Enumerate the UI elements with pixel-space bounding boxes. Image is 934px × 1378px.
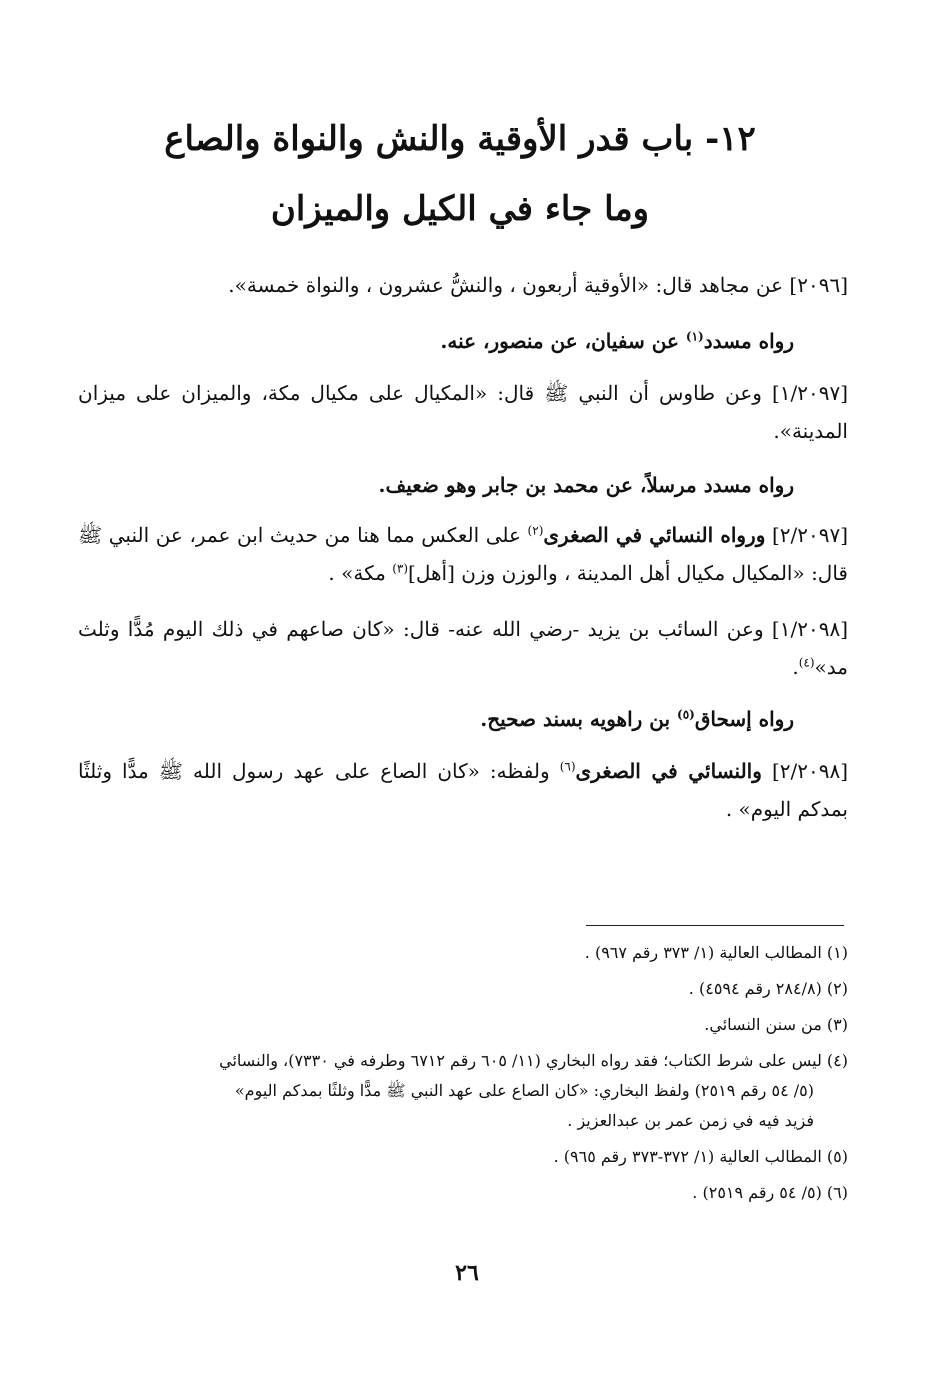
hadith-entry: [78, 266, 848, 304]
hadith-text: ولفظه: «كان الصاع على عهد رسول الله ﷺ مدًّا وثلثًا بمدكم اليوم» .: [78, 759, 848, 821]
narration-text: رواه إسحاق: [694, 707, 794, 731]
hadith-entry: [78, 374, 848, 450]
footnote-number: (٢): [826, 979, 848, 998]
footnote-ref: (١): [685, 329, 704, 344]
hadith-text: وعن طاوس أن النبي ﷺ قال: «المكيال على مكيال مكة، والميزان على ميزان المدينة».: [78, 381, 848, 443]
footnote-separator: [586, 925, 844, 926]
footnote-number: (٤): [826, 1051, 848, 1070]
footnote-continuation: (٥/ ٥٤ رقم ٢٥١٩) ولفظ البخاري: «كان الصاع على عهد النبي ﷺ مدًّا وثلثًا بمدكم اليوم»: [234, 1081, 814, 1100]
chapter-title: ١٢- باب قدر الأوقية والنش والنواة والصاع: [164, 119, 756, 159]
narration-text: بن راهويه بسند صحيح.: [480, 707, 671, 731]
hadith-text: عن مجاهد قال: «الأوقية أربعون ، والنشُّ عشرون ، والنواة خمسة».: [228, 273, 784, 297]
hadith-entry: [78, 610, 848, 686]
footnote-text: المطالب العالية (١/ ٣٧٣ رقم ٩٦٧) .: [584, 943, 822, 962]
hadith-number: [١/٢٠٩٨]: [771, 617, 848, 641]
footnote-text: (٢٨٤/٨ رقم ٤٥٩٤) .: [688, 979, 822, 998]
source-name: والنسائي في الصغرى: [575, 759, 762, 783]
chapter-subtitle: وما جاء في الكيل والميزان: [270, 189, 650, 229]
footnote-ref: (٤): [798, 655, 815, 670]
hadith-text: وعن السائب بن يزيد -رضي الله عنه- قال: «كان صاعهم في ذلك اليوم مُدًّا وثلث مد»: [78, 617, 848, 679]
footnote-text: ليس على شرط الكتاب؛ فقد رواه البخاري (١١/ ٦٠٥ رقم ٦٧١٢ وطرفه في ٧٣٣٠)، والنسائي: [219, 1051, 822, 1070]
footnote: [78, 940, 848, 966]
footnote-text: المطالب العالية (١/ ٣٧٢-٣٧٣ رقم ٩٦٥) .: [553, 1147, 822, 1166]
footnote: [78, 1048, 848, 1074]
hadith-text: على العكس مما هنا من حديث ابن عمر، عن النبي ﷺ قال: «المكيال مكيال أهل المدينة ، والوزن وزن [أهل]: [78, 523, 848, 585]
hadith-number: [٢٠٩٦]: [789, 273, 848, 297]
footnote-ref: (٢): [527, 523, 544, 538]
narration-note: [78, 700, 848, 738]
footnote-number: (٦): [826, 1183, 848, 1202]
source-name: ورواه النسائي في الصغرى: [543, 523, 766, 547]
footnote: [78, 1180, 848, 1206]
page-number: ٢٦: [455, 1260, 479, 1286]
hadith-text: .: [792, 655, 799, 679]
hadith-number: [١/٢٠٩٧]: [771, 381, 849, 405]
footnote-number: (٣): [826, 1015, 848, 1034]
hadith-entry: [78, 516, 848, 592]
narration-note: [78, 322, 848, 360]
footnote-number: (١): [826, 943, 848, 962]
hadith-number: [٢/٢٠٩٧]: [771, 523, 849, 547]
hadith-entry: [78, 752, 848, 828]
narration-text: رواه مسدد: [703, 329, 794, 353]
footnote-ref: (٦): [559, 759, 576, 774]
hadith-number: [٢/٢٠٩٨]: [771, 759, 849, 783]
narration-text: عن سفيان، عن منصور، عنه.: [440, 329, 679, 353]
footnote-continuation: فزيد فيه في زمن عمر بن عبدالعزيز .: [567, 1111, 814, 1130]
footnote: [78, 1144, 848, 1170]
hadith-text: مكة» .: [328, 561, 386, 585]
footnote-ref: (٥): [677, 707, 695, 722]
footnote-ref: (٣): [392, 561, 409, 576]
footnote-number: (٥): [826, 1147, 848, 1166]
narration-note: رواه مسدد مرسلاً، عن محمد بن جابر وهو ضعيف.: [378, 473, 794, 497]
footnote: [78, 1012, 848, 1038]
footnote: [78, 976, 848, 1002]
footnote-text: (٥/ ٥٤ رقم ٢٥١٩) .: [692, 1183, 822, 1202]
footnote-text: من سنن النسائي.: [704, 1015, 822, 1034]
